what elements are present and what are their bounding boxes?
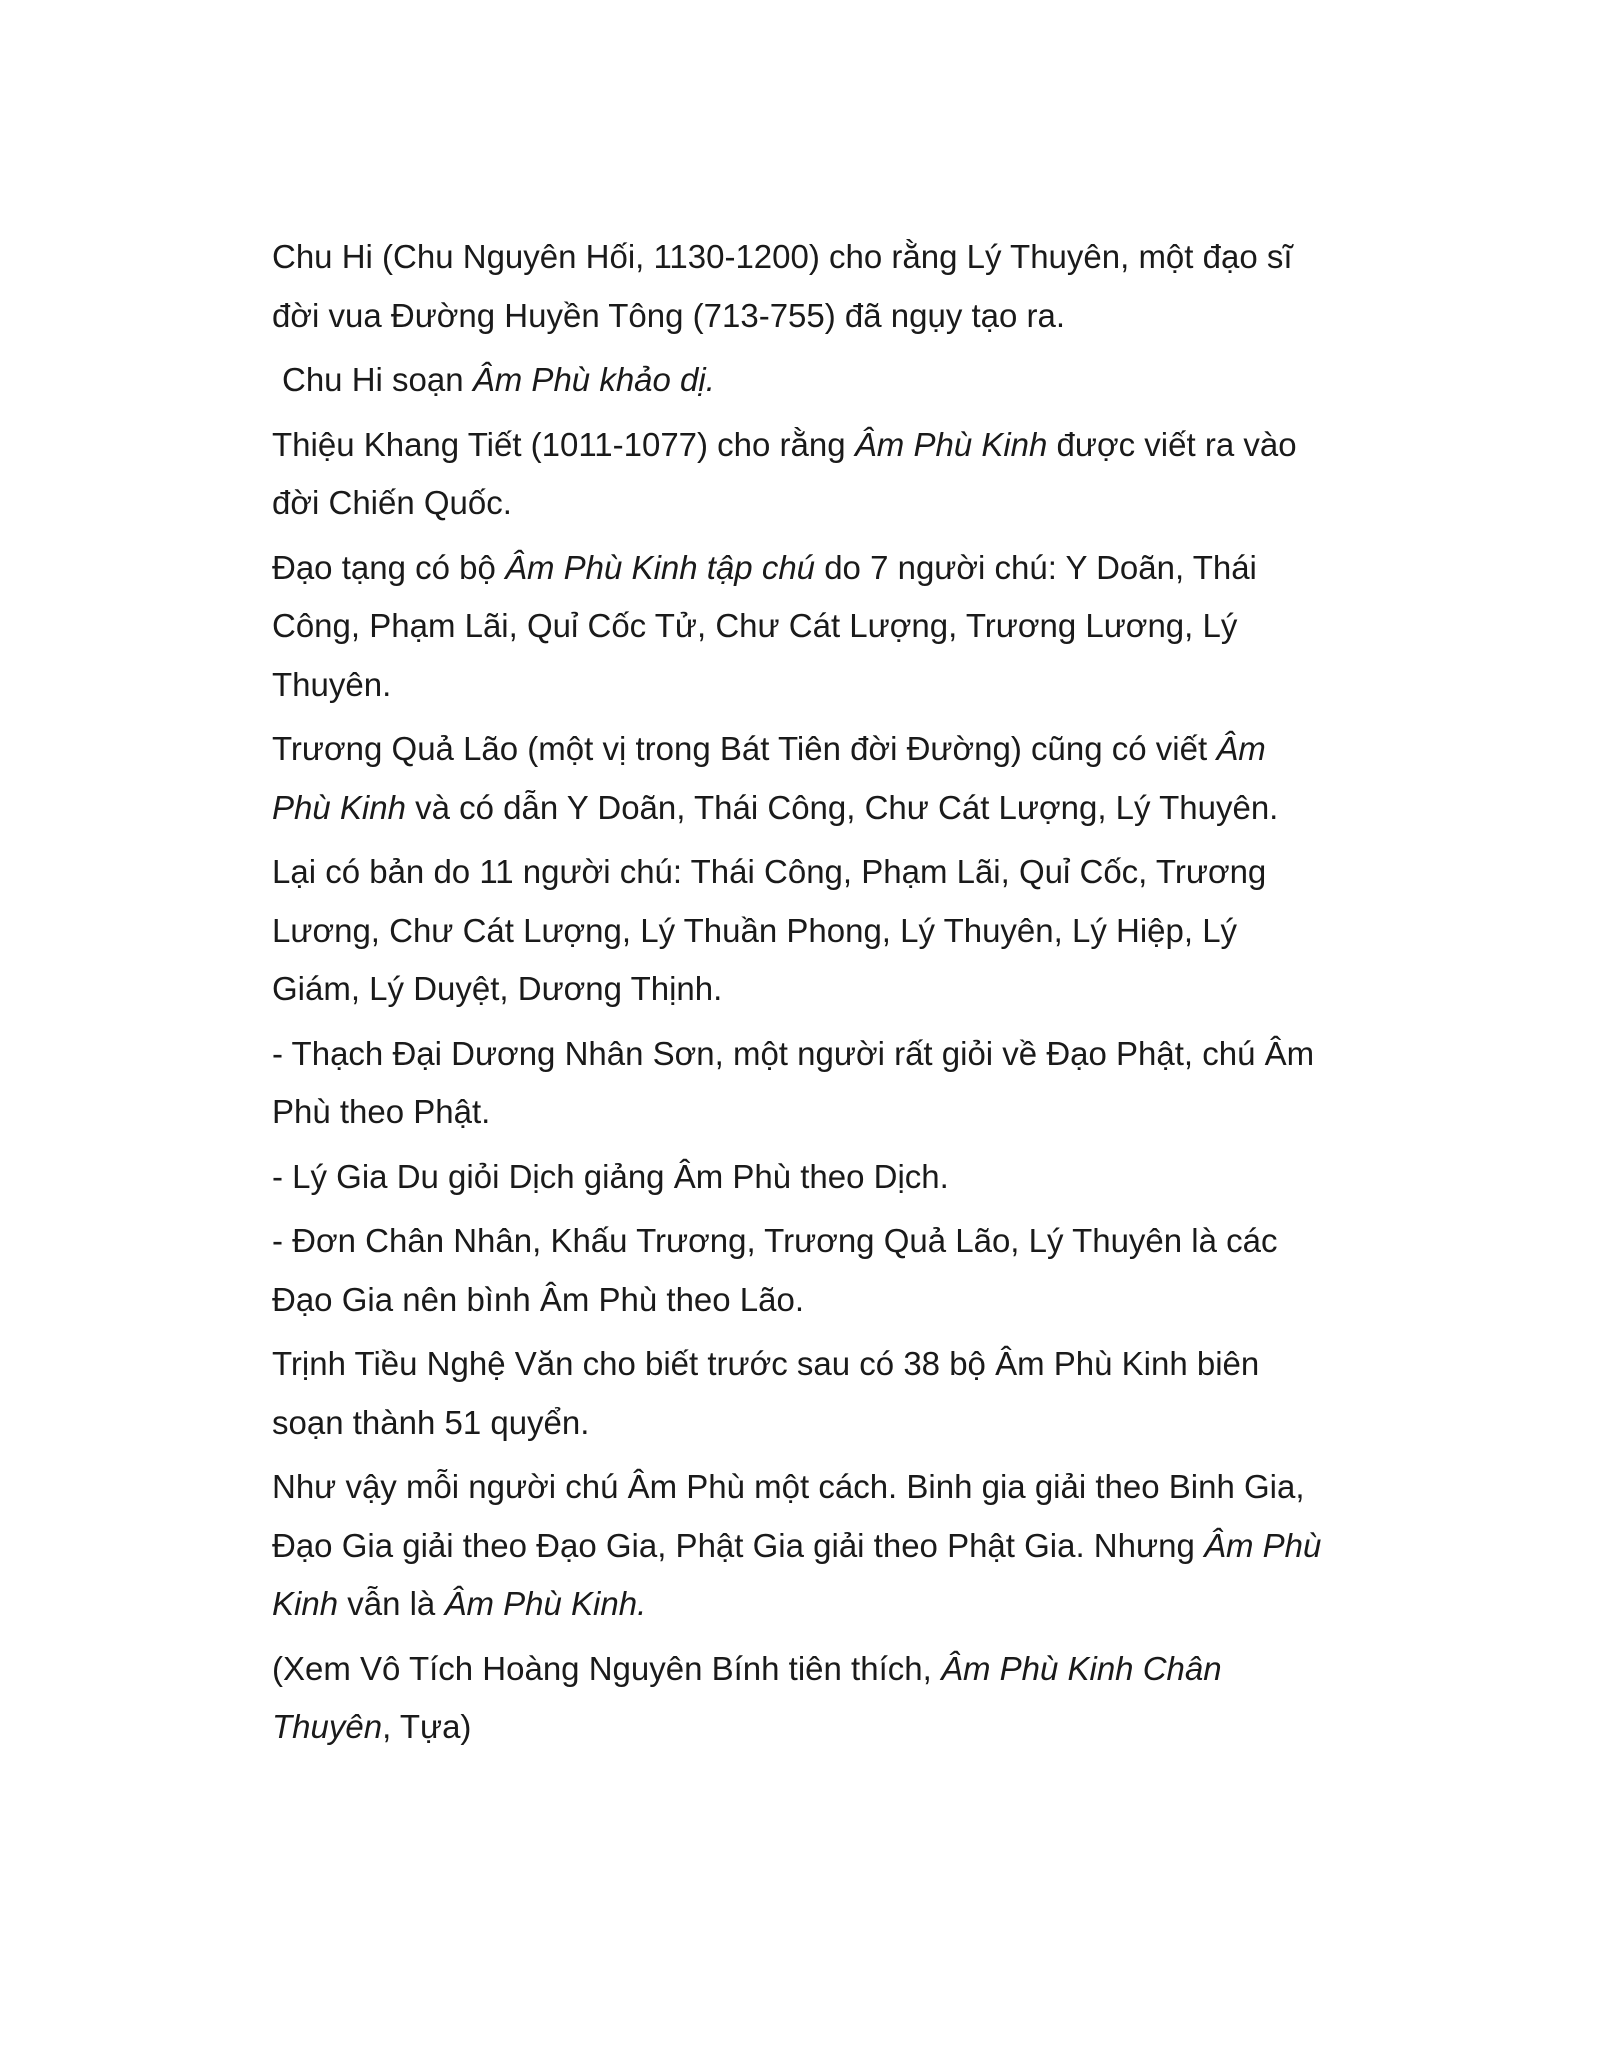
- text-run: Lại có bản do 11 người chú: Thái Công, Phạm Lãi, Quỉ Cốc, Trương Lương, Chư Cát Lượng, Lý Thuần Phong, Lý Thuyên, Lý Hiệp, Lý Giám, Lý Duyệt, Dương Thịnh.: [272, 853, 1267, 1007]
- text-run: Chu Hi (Chu Nguyên Hối, 1130-1200) cho rằng Lý Thuyên, một đạo sĩ đời vua Đường Huyền Tông (713-755) đã ngụy tạo ra.: [272, 238, 1293, 334]
- text-run: , Tựa): [382, 1708, 472, 1745]
- italic-title: Âm Phù Kinh tập chú: [505, 548, 816, 586]
- text-run: và có dẫn Y Doãn, Thái Công, Chư Cát Lượng, Lý Thuyên.: [405, 788, 1279, 826]
- italic-title: Âm Phù Kinh: [272, 1526, 1322, 1622]
- text-run: vẫn là: [338, 1585, 445, 1622]
- text-run: được viết ra vào đời Chiến Quốc.: [272, 425, 1297, 521]
- text-run: - Đơn Chân Nhân, Khấu Trương, Trương Quả Lão, Lý Thuyên là các Đạo Gia nên bình Âm Phù theo Lão.: [272, 1222, 1278, 1318]
- text-run: Trương Quả Lão (một vị trong Bát Tiên đời Đường) cũng có viết: [272, 730, 1217, 767]
- text-run: Đạo tạng có bộ: [272, 548, 505, 586]
- text-run: do 7 người chú: Y Doãn, Thái Công, Phạm Lãi, Quỉ Cốc Tử, Chư Cát Lượng, Trương Lương, Lý Thuyên.: [272, 548, 1257, 703]
- paragraph-7: [272, 1025, 1332, 1142]
- text-run: - Thạch Đại Dương Nhân Sơn, một người rất giỏi về Đạo Phật, chú Âm Phù theo Phật.: [272, 1034, 1315, 1130]
- text-run: Trịnh Tiều Nghệ Văn cho biết trước sau có 38 bộ Âm Phù Kinh biên soạn thành 51 quyển.: [272, 1345, 1260, 1441]
- paragraph-6: [272, 843, 1332, 1019]
- text-run: - Lý Gia Du giỏi Dịch giảng Âm Phù theo Dịch.: [272, 1157, 949, 1195]
- italic-title: Âm Phù Kinh: [854, 425, 1048, 463]
- paragraph-5: [272, 720, 1332, 837]
- paragraph-10: [272, 1335, 1332, 1452]
- text-run: Chu Hi soạn: [282, 361, 473, 398]
- paragraph-3: [272, 416, 1332, 533]
- paragraph-12: [272, 1640, 1332, 1757]
- paragraph-4: [272, 539, 1332, 715]
- text-run: Như vậy mỗi người chú Âm Phù một cách. Binh gia giải theo Binh Gia, Đạo Gia giải theo Đạo Gia, Phật Gia giải theo Phật Gia. Nhưng: [272, 1468, 1305, 1564]
- italic-title: Âm Phù Kinh Chân Thuyên: [272, 1649, 1222, 1745]
- paragraph-2: [272, 351, 1332, 410]
- italic-title: Âm Phù Kinh: [272, 730, 1266, 826]
- paragraph-8: [272, 1148, 1332, 1207]
- italic-title: Âm Phù khảo dị.: [472, 361, 715, 398]
- paragraph-1: [272, 228, 1332, 345]
- text-run: Thiệu Khang Tiết (1011-1077) cho rằng: [272, 425, 855, 463]
- paragraph-11: [272, 1458, 1332, 1634]
- paragraph-9: [272, 1212, 1332, 1329]
- italic-title: Âm Phù Kinh.: [444, 1585, 647, 1622]
- text-run: (Xem Vô Tích Hoàng Nguyên Bính tiên thích,: [272, 1649, 941, 1687]
- document-page: [272, 228, 1332, 1763]
